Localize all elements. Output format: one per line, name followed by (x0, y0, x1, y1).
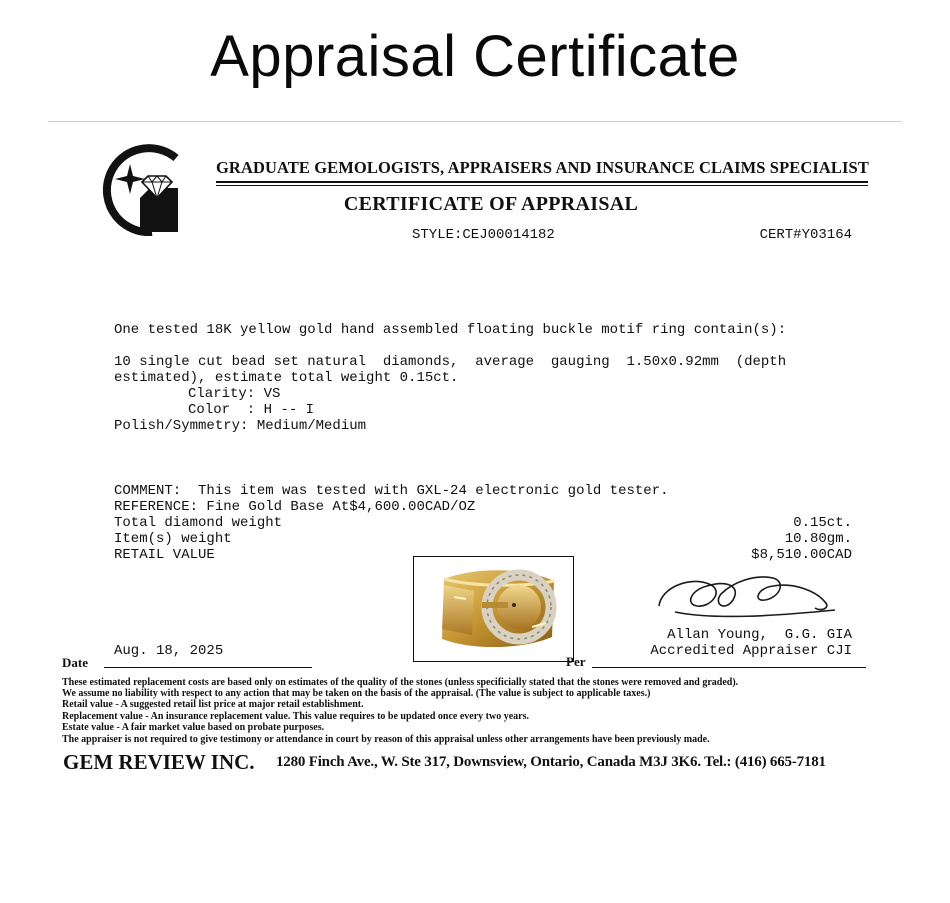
certificate-title: CERTIFICATE OF APPRAISAL (343, 193, 639, 215)
color-grade: Color : H -- I (188, 402, 315, 418)
appraiser-title: Accredited Appraiser CJI (650, 643, 852, 659)
page-title: Appraisal Certificate (210, 24, 740, 89)
ring-photo (413, 556, 574, 662)
appraiser-name: Allan Young, G.G. GIA (667, 627, 852, 643)
disclaimer-line: Retail value - A suggested retail list price at major retail establishment. (62, 699, 364, 710)
disclaimer-line: These estimated replacement costs are based only on estimates of the quality of the stones (unless specificially stated that the stones were removed and graded). (62, 677, 739, 688)
disclaimer-line: Estate value - A fair market value based on probate purposes. (62, 722, 325, 733)
per-label: Per (566, 654, 586, 669)
footer-address: 1280 Finch Ave., W. Ste 317, Downsview, Ontario, Canada M3J 3K6. Tel.: (416) 665-7181 (276, 754, 826, 770)
organization-name: GRADUATE GEMOLOGISTS, APPRAISERS AND INSURANCE CLAIMS SPECIALIST (216, 158, 869, 177)
detail-label: Item(s) weight (114, 531, 232, 547)
detail-label: RETAIL VALUE (114, 547, 215, 563)
clarity-grade: Clarity: VS (188, 386, 281, 402)
retail-value: $8,510.00CAD (751, 547, 852, 563)
disclaimer-line: The appraiser is not required to give testimony or attendance in court by reason of this appraisal unless other arrangements have been previously made. (62, 734, 710, 745)
cert-number: CERT#Y03164 (759, 227, 852, 243)
appraiser-signature (655, 562, 855, 628)
detail-value: 10.80gm. (784, 531, 852, 547)
item-description: One tested 18K yellow gold hand assembled floating buckle motif ring contain(s): (114, 322, 787, 338)
detail-value: 0.15ct. (793, 515, 852, 531)
reference-line: REFERENCE: Fine Gold Base At$4,600.00CAD/OZ (114, 499, 476, 515)
disclaimer-line: We assume no liability with respect to any action that may be taken on the basis of the appraisal. (The value is subject to applicable taxes.) (62, 688, 651, 699)
diamond-description: 10 single cut bead set natural diamonds, average gauging 1.50x0.92mm (depth (114, 354, 787, 370)
disclaimer-line: Replacement value - An insurance replacement value. This value requires to be updated once every two years. (62, 711, 530, 722)
title-divider (48, 121, 902, 122)
date-label: Date (62, 655, 88, 670)
appraisal-date: Aug. 18, 2025 (114, 643, 224, 659)
style-number: STYLE:CEJ00014182 (412, 227, 555, 243)
detail-label: Total diamond weight (114, 515, 283, 531)
footer-company-name: GEM REVIEW INC. (63, 750, 255, 774)
signature-line (592, 667, 866, 668)
polish-symmetry: Polish/Symmetry: Medium/Medium (114, 418, 367, 434)
header-rule (216, 185, 868, 186)
header-rule (216, 181, 868, 183)
date-line (104, 667, 312, 668)
gem-diamond-logo-icon (92, 136, 184, 236)
gold-buckle-ring-photo (414, 557, 573, 661)
comment-line: COMMENT: This item was tested with GXL-24 electronic gold tester. (114, 483, 669, 499)
diamond-description-cont: estimated), estimate total weight 0.15ct. (114, 370, 459, 386)
